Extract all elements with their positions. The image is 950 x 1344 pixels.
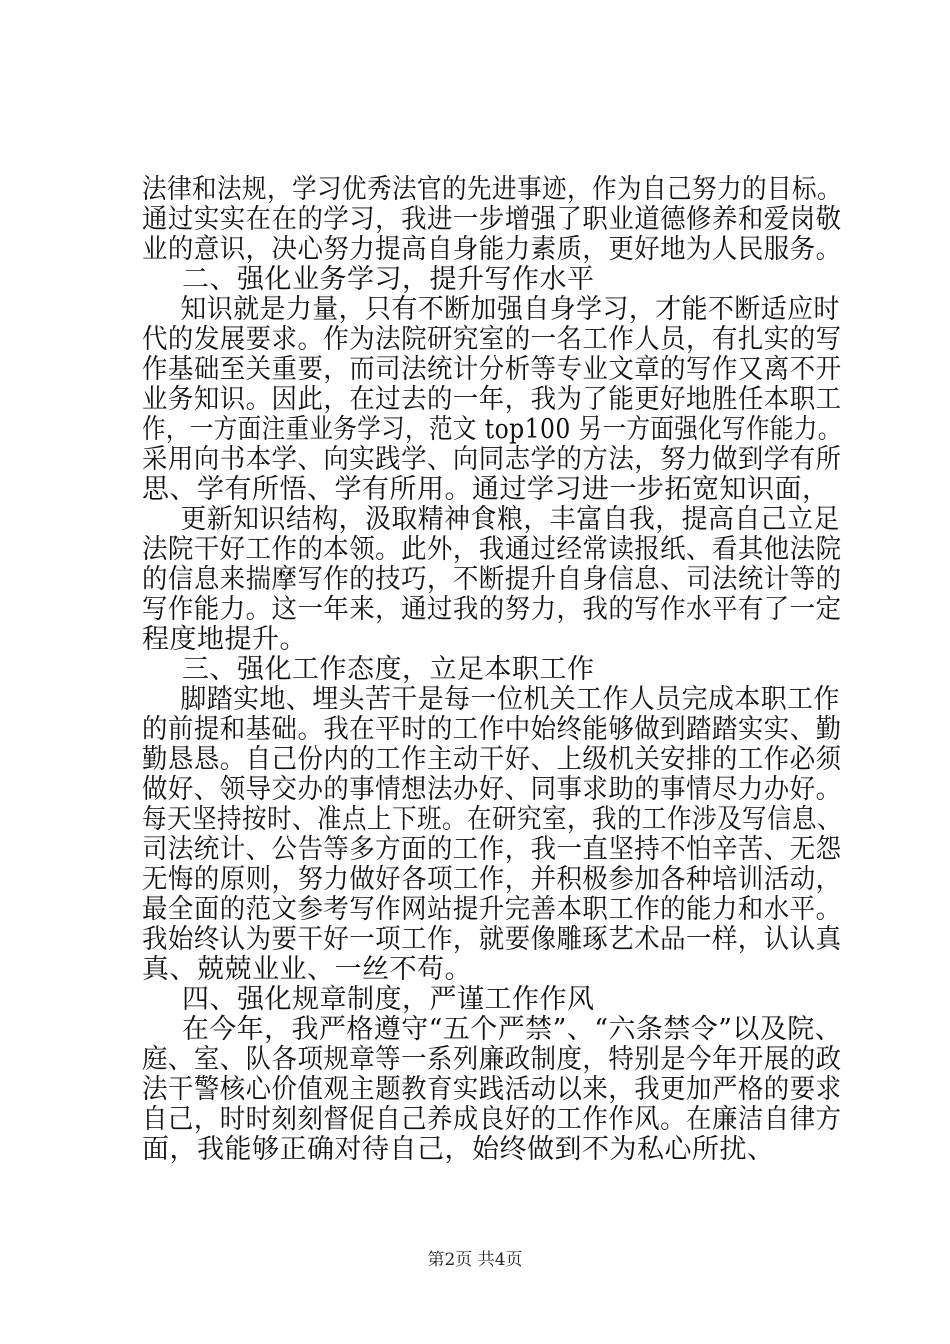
text-line: 做好、领导交办的事情想法办好、同事求助的事情尽力办好。	[142, 774, 842, 805]
text-line: 真、兢兢业业、一丝不苟。	[142, 954, 472, 985]
text-line: 脚踏实地、埋头苦干是每一位机关工作人员完成本职工作	[180, 684, 840, 715]
text-line: 每天坚持按时、准点上下班。在研究室，我的工作涉及写信息、	[142, 804, 843, 835]
text-line: 面，我能够正确对待自己，始终做到不为私心所扰、	[142, 1134, 775, 1165]
text-line: 代的发展要求。作为法院研究室的一名工作人员，有扎实的写	[142, 324, 842, 355]
text-line: 我始终认为要干好一项工作，就要像雕琢艺术品一样，认认真	[142, 924, 842, 955]
text-line: 程度地提升。	[142, 624, 307, 655]
document-body	[142, 175, 842, 1165]
text-line: 的前提和基础。我在平时的工作中始终能够做到踏踏实实、勤	[142, 714, 842, 745]
text-line: 作，一方面注重业务学习，范文 top100 另一方面强化写作能力。	[142, 414, 842, 445]
text-line: 四、强化规章制度，严谨工作作风	[182, 984, 595, 1015]
page-footer: 第2页 共4页	[427, 1250, 523, 1270]
text-line: 写作能力。这一年来，通过我的努力，我的写作水平有了一定	[142, 594, 842, 625]
text-line: 的信息来揣摩写作的技巧，不断提升自身信息、司法统计等的	[142, 564, 842, 595]
text-line: 法院干好工作的本领。此外，我通过经常读报纸、看其他法院	[142, 534, 842, 565]
text-line: 更新知识结构，汲取精神食粮，丰富自我，提高自己立足	[180, 504, 840, 535]
text-line: 自己，时时刻刻督促自己养成良好的工作作风。在廉洁自律方	[142, 1104, 842, 1135]
text-line: 司法统计、公告等多方面的工作，我一直坚持不怕辛苦、无怨	[142, 834, 842, 865]
text-line: 勤恳恳。自己份内的工作主动干好、上级机关安排的工作必须	[142, 744, 842, 775]
text-line: 二、强化业务学习，提升写作水平	[182, 264, 595, 295]
text-line: 思、学有所悟、学有所用。通过学习进一步拓宽知识面，	[142, 474, 830, 505]
text-line: 庭、室、队各项规章等一系列廉政制度，特别是今年开展的政	[142, 1044, 842, 1075]
text-line: 最全面的范文参考写作网站提升完善本职工作的能力和水平。	[142, 894, 842, 925]
text-line: 业务知识。因此，在过去的一年，我为了能更好地胜任本职工	[142, 384, 842, 415]
text-line: 采用向书本学、向实践学、向同志学的方法，努力做到学有所	[142, 444, 842, 475]
text-line: 知识就是力量，只有不断加强自身学习，才能不断适应时	[180, 294, 840, 325]
text-line: 法律和法规，学习优秀法官的先进事迹，作为自己努力的目标。	[142, 174, 843, 205]
text-line: 无悔的原则，努力做好各项工作，并积极参加各种培训活动，	[142, 864, 842, 895]
text-line: 作基础至关重要，而司法统计分析等专业文章的写作又离不开	[142, 354, 842, 385]
text-line: 业的意识，决心努力提高自身能力素质，更好地为人民服务。	[142, 234, 842, 265]
text-line: 在今年，我严格遵守“五个严禁”、“六条禁令”以及院、	[181, 1014, 843, 1045]
text-line: 法干警核心价值观主题教育实践活动以来，我更加严格的要求	[142, 1074, 842, 1105]
text-line: 三、强化工作态度，立足本职工作	[182, 654, 595, 685]
text-line: 通过实实在在的学习，我进一步增强了职业道德修养和爱岗敬	[142, 204, 842, 235]
